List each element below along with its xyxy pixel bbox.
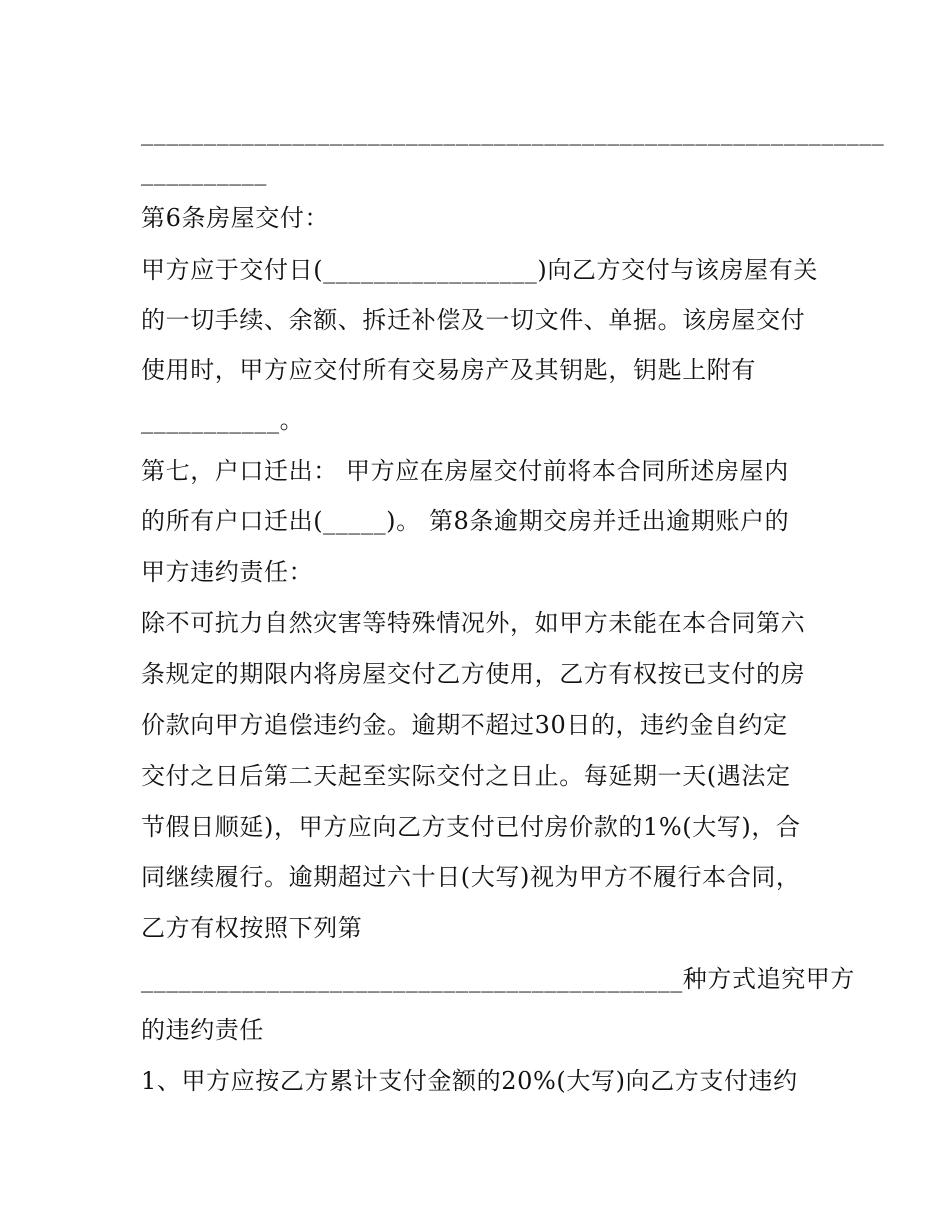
text-line: 除不可抗力自然灾害等特殊情况外，如甲方未能在本合同第六 [141,609,806,637]
text-line: 甲方应于交付日(_________________)向乙方交付与该房屋有关 [141,256,818,284]
text-line: 的一切手续、余额、拆迁补偿及一切文件、单据。该房屋交付 [141,306,806,334]
text-line: 1、甲方应按乙方累计支付金额的20%(大写)向乙方支付违约 [141,1067,798,1095]
text-line: ___________________________________________种方式追究甲方 [141,965,855,993]
article-8-heading: 甲方违约责任： [141,558,314,586]
text-line-blank: __________ [141,158,267,186]
text-line: ___________。 [141,406,305,434]
text-line: 价款向甲方追偿违约金。逾期不超过30日的，违约金自约定 [141,711,788,739]
text-line: 交付之日后第二天起至实际交付之日止。每延期一天(遇法定 [141,762,791,790]
article-7-text: 第七，户口迁出： 甲方应在房屋交付前将本合同所述房屋内 [141,457,789,485]
text-line: 的违约责任 [141,1016,264,1044]
text-line: 的所有户口迁出(_____)。 第8条逾期交房并迁出逾期账户的 [141,507,790,535]
text-line: 使用时，甲方应交付所有交易房产及其钥匙，钥匙上附有 [141,356,756,384]
text-line-blank: ___________________________________________________________ [141,118,885,146]
text-line: 条规定的期限内将房屋交付乙方使用，乙方有权按已支付的房 [141,660,806,688]
article-6-heading: 第6条房屋交付： [141,204,330,232]
text-line: 同继续履行。逾期超过六十日(大写)视为甲方不履行本合同， [141,863,801,891]
text-line: 节假日顺延)，甲方应向乙方支付已付房价款的1%(大写)，合 [141,813,801,841]
text-line: 乙方有权按照下列第 [141,914,363,942]
